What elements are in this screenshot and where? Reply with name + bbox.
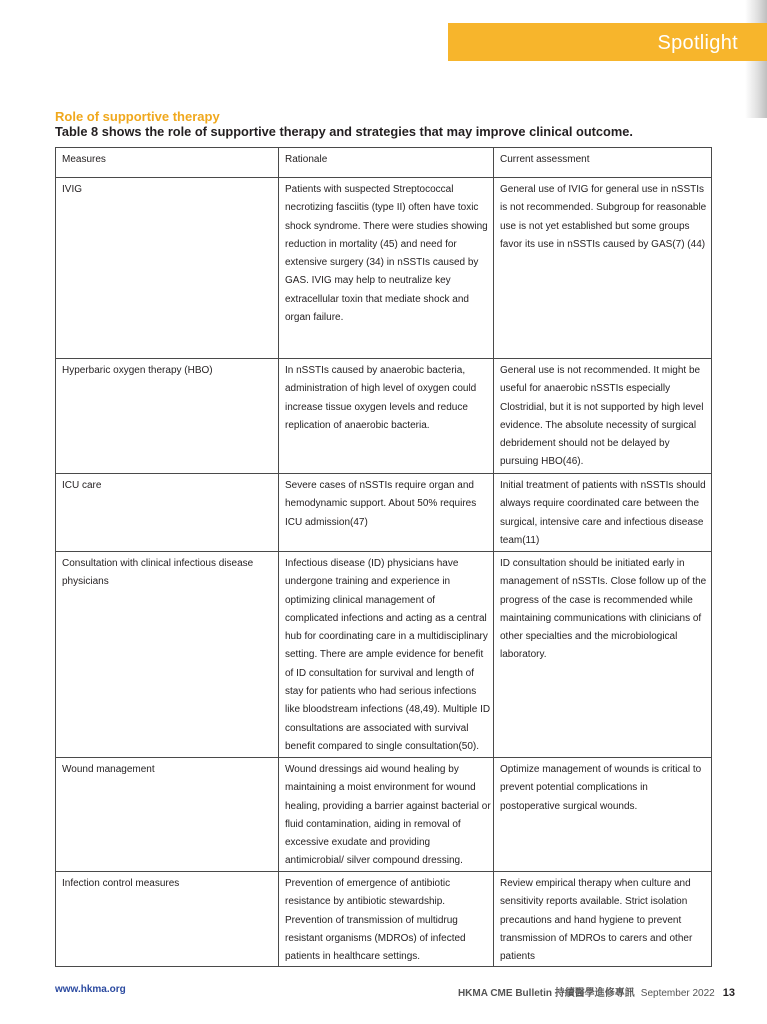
rationale-cell: In nSSTIs caused by anaerobic bacteria, administration of high level of oxygen could increase tissue oxygen levels and reduce replication of anaerobic bacteria. xyxy=(279,359,494,474)
footer-publication-info xyxy=(458,984,735,999)
spotlight-label: Spotlight xyxy=(657,32,738,54)
footer-journal-name: HKMA CME Bulletin 持續醫學進修專訊 xyxy=(457,988,635,999)
footer-website-link[interactable]: www.hkma.org xyxy=(55,984,126,995)
table-caption: Table 8 shows the role of supportive therapy and strategies that may improve clinical outcome. xyxy=(55,124,633,139)
rationale-cell: Infectious disease (ID) physicians have undergone training and experience in optimizing clinical management of complicated infections and acting as a central hub for coordinating care in a multidisciplinary setting. There are ample evidence for benefit of ID consultation for survival and length of stay for patients who had serious infections like bloodstream infections (48,49). Multiple ID consultations are associated with survival benefit compared to single consultation(50). xyxy=(279,552,494,758)
measure-cell: IVIG xyxy=(56,178,279,359)
supportive-therapy-table xyxy=(55,147,712,967)
assessment-cell: General use is not recommended. It might be useful for anaerobic nSSTIs especially Clostridial, but it is not supported by high level evidence. The absolute necessity of surgical debridement should not be delayed by pursuing HBO(46). xyxy=(494,359,712,474)
table-row xyxy=(56,872,712,967)
rationale-cell: Prevention of emergence of antibiotic resistance by antibiotic stewardship. Prevention of transmission of multidrug resistant organisms (MDROs) of infected patients in healthcare settings. xyxy=(279,872,494,967)
column-header-assessment: Current assessment xyxy=(494,148,712,178)
assessment-cell: ID consultation should be initiated early in management of nSSTIs. Close follow up of the progress of the case is recommended while maintaining communications with clinicians of other specialties and the microbiological laboratory. xyxy=(494,552,712,758)
column-header-measures: Measures xyxy=(56,148,279,178)
assessment-cell: Review empirical therapy when culture and sensitivity reports available. Strict isolation precautions and hand hygiene to prevent transmission of MDROs to carers and other patients xyxy=(494,872,712,967)
section-title: Role of supportive therapy xyxy=(55,109,220,124)
assessment-cell: Optimize management of wounds is critical to prevent potential complications in postoperative surgical wounds. xyxy=(494,758,712,872)
measure-cell: Infection control measures xyxy=(56,872,279,967)
measure-cell: Consultation with clinical infectious disease physicians xyxy=(56,552,279,758)
table-row xyxy=(56,359,712,474)
spotlight-tab xyxy=(448,23,767,61)
table-header-row xyxy=(56,148,712,178)
assessment-cell: General use of IVIG for general use in nSSTIs is not recommended. Subgroup for reasonable use is not yet established but some groups favor its use in nSSTIs caused by GAS(7) (44) xyxy=(494,178,712,359)
measure-cell: Wound management xyxy=(56,758,279,872)
page-number: 13 xyxy=(722,987,735,999)
measure-cell: ICU care xyxy=(56,474,279,552)
table-row xyxy=(56,178,712,359)
measure-cell: Hyperbaric oxygen therapy (HBO) xyxy=(56,359,279,474)
table-row xyxy=(56,758,712,872)
table-row xyxy=(56,474,712,552)
column-header-rationale: Rationale xyxy=(279,148,494,178)
assessment-cell: Initial treatment of patients with nSSTIs should always require coordinated care between the surgical, intensive care and infectious disease team(11) xyxy=(494,474,712,552)
rationale-cell: Severe cases of nSSTIs require organ and hemodynamic support. About 50% requires ICU admission(47) xyxy=(279,474,494,552)
footer-issue-date: September 2022 xyxy=(640,988,715,999)
rationale-cell: Patients with suspected Streptococcal necrotizing fasciitis (type II) often have toxic shock syndrome. There were studies showing reduction in mortality (45) and need for extensive surgery (34) in nSSTIs caused by GAS. IVIG may help to neutralize key extracellular toxin that mediate shock and organ failure. xyxy=(279,178,494,359)
table-row xyxy=(56,552,712,758)
rationale-cell: Wound dressings aid wound healing by maintaining a moist environment for wound healing, providing a barrier against bacterial or fluid contamination, aiding in removal of excessive exudate and providing antimicrobial/ silver compound dressing. xyxy=(279,758,494,872)
